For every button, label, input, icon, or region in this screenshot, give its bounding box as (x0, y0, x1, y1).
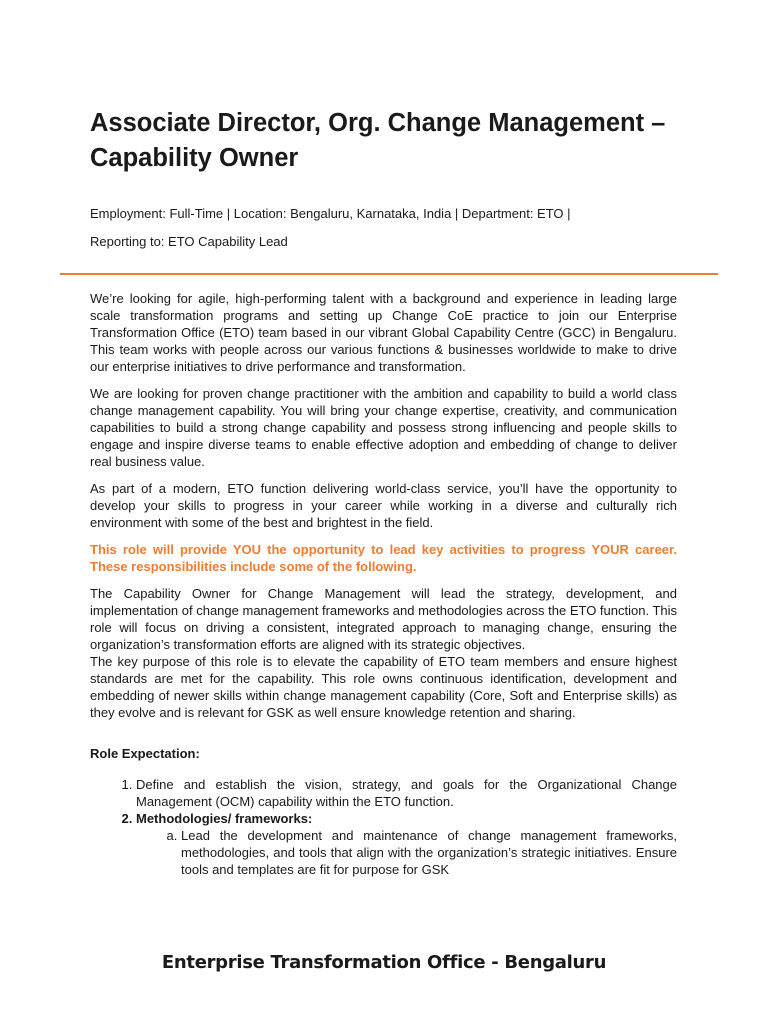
document-body (90, 290, 677, 878)
key-purpose-paragraph: The key purpose of this role is to elevate the capability of ETO team members and ensure highest standards are met for the capability. This role owns continuous identification, development and embedding of newer skills within change management capability (Core, Soft and Enterprise skills) as they evolve and is relevant for GSK as well ensure knowledge retention and sharing. (90, 654, 677, 720)
intro-paragraph: We’re looking for agile, high-performing talent with a background and experience in leading large scale transformation programs and setting up Change CoE practice to join our Enterprise Transformation Office (ETO) team based in our vibrant Global Capability Centre (GCC) in Bengaluru. This team works with people across our various functions & businesses worldwide to make to drive our enterprise initiatives to drive performance and transformation. (90, 291, 677, 374)
highlight-paragraph: This role will provide YOU the opportunity to lead key activities to progress YOUR career. These responsibilities include some of the following. (90, 542, 677, 574)
page-title: Associate Director, Org. Change Management – Capability Owner (90, 109, 666, 172)
list-item: 2. Methodologies/ frameworks: a. Lead the development and maintenance of change management frameworks, methodologies, and tools that align with the organization’s strategic initiatives. Ensure tools and templates are fit for purpose for GSK (136, 810, 677, 878)
list-item: 1. Define and establish the vision, strategy, and goals for the Organizational Change Management (OCM) capability within the ETO function. (136, 776, 677, 810)
page-footer: Enterprise Transformation Office - Bengaluru (161, 952, 607, 973)
change-practitioner-paragraph: We are looking for proven change practitioner with the ambition and capability to build a world class change management capability. You will bring your change expertise, creativity, and communication capabilities to build a strong change capability and possess strong influencing and people skills to engage and inspire diverse teams to enable effective adoption and embedding of change to deliver real business value. (90, 386, 677, 469)
orange-divider (60, 273, 718, 275)
sub-list (136, 827, 677, 878)
role-expectation-heading: Role Expectation: (90, 746, 200, 761)
capability-owner-paragraph: The Capability Owner for Change Management will lead the strategy, development, and implementation of change management frameworks and methodologies across the ETO function. This role will focus on driving a consistent, integrated approach to managing change, ensuring the organization’s transformation efforts are aligned with its strategic objectives. (90, 586, 677, 652)
eto-function-paragraph: As part of a modern, ETO function delivering world-class service, you’ll have the opportunity to develop your skills to progress in your career while working in a diverse and culturally rich environment with some of the best and brightest in the field. (90, 481, 677, 530)
list-item: a. Lead the development and maintenance of change management frameworks, methodologies, and tools that align with the organization’s strategic initiatives. Ensure tools and templates are fit for purpose for GSK (181, 827, 677, 878)
job-meta-line: Employment: Full-Time | Location: Bengaluru, Karnataka, India | Department: ETO | (90, 206, 571, 221)
role-expectation-list (90, 776, 677, 878)
reporting-line: Reporting to: ETO Capability Lead (90, 234, 288, 249)
